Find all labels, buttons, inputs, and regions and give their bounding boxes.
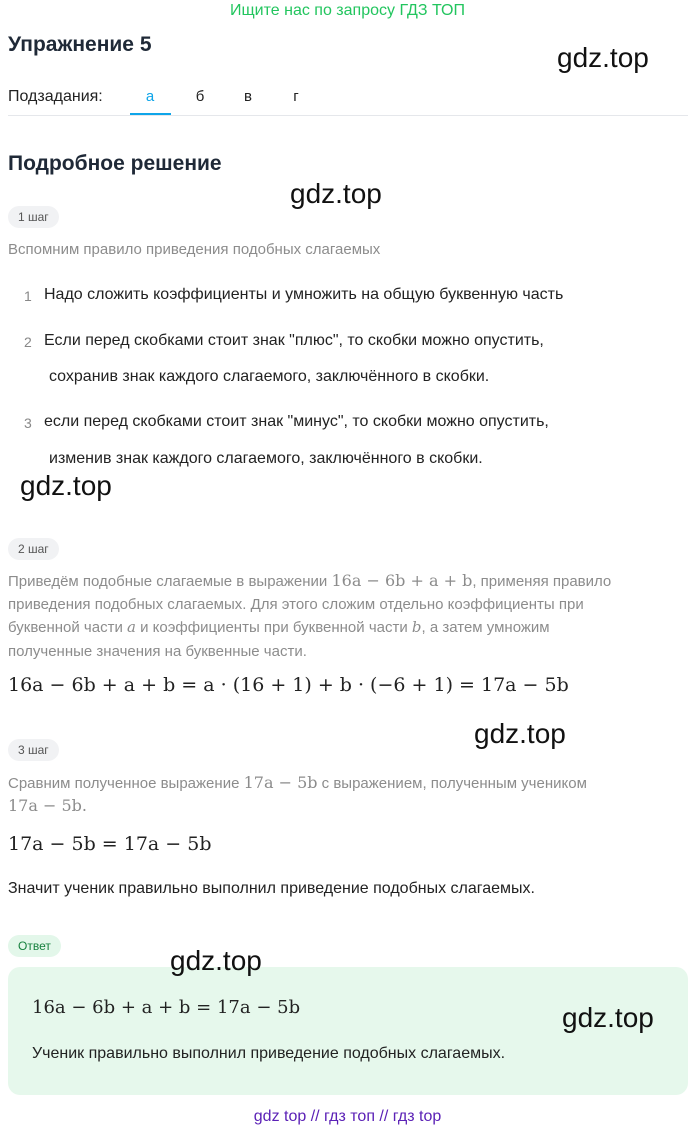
list-item-continued: изменив знак каждого слагаемого, заключённого в скобки. bbox=[49, 450, 483, 467]
subtasks-label: Подзадания: bbox=[8, 88, 103, 105]
step-2-line-2: приведения подобных слагаемых. Для этого сложим отдельно коэффициенты при bbox=[8, 596, 584, 613]
text: буквенной части bbox=[8, 619, 123, 636]
watermark: gdz.top bbox=[20, 470, 112, 501]
tab-a[interactable]: а bbox=[145, 88, 155, 105]
step-3-equation: 17a − 5b = 17a − 5b bbox=[8, 833, 212, 855]
text: и коэффициенты при буквенной части bbox=[140, 619, 408, 636]
list-item: Если перед скобками стоит знак "плюс", то скобки можно опустить, bbox=[44, 332, 544, 349]
footer-links[interactable]: gdz top // гдз топ // гдз top bbox=[253, 1108, 442, 1125]
step-2-line-1 bbox=[8, 569, 688, 593]
step-2-equation: 16a − 6b + a + b = a · (16 + 1) + b · (−6 + 1) = 17a − 5b bbox=[8, 674, 569, 696]
text: с выражением, полученным учеником bbox=[321, 775, 587, 792]
variable: a bbox=[127, 618, 136, 636]
expression: 17a − 5b bbox=[243, 773, 318, 792]
step-2-line-3 bbox=[8, 616, 550, 639]
step-2-chip: 2 шаг bbox=[8, 538, 59, 560]
search-banner: Ищите нас по запросу ГДЗ ТОП bbox=[230, 2, 465, 19]
answer-equation: 16a − 6b + a + b = 17a − 5b bbox=[32, 997, 301, 1018]
list-number: 2 bbox=[24, 334, 32, 350]
step-1-chip: 1 шаг bbox=[8, 206, 59, 228]
solution-heading: Подробное решение bbox=[8, 152, 222, 175]
step-3-line-1 bbox=[8, 771, 688, 795]
watermark: gdz.top bbox=[170, 945, 262, 976]
page-title: Упражнение 5 bbox=[8, 33, 152, 56]
divider bbox=[8, 115, 688, 116]
list-item: Надо сложить коэффициенты и умножить на общую буквенную часть bbox=[44, 286, 564, 303]
step-3-chip: 3 шаг bbox=[8, 739, 59, 761]
answer-text: Ученик правильно выполнил приведение подобных слагаемых. bbox=[32, 1045, 506, 1062]
text: , а затем умножим bbox=[421, 619, 550, 636]
list-number: 1 bbox=[24, 288, 32, 304]
watermark: gdz.top bbox=[557, 42, 649, 73]
step-2-line-4: полученные значения на буквенные части. bbox=[8, 643, 307, 660]
expression: 16a − 6b + a + b bbox=[331, 571, 473, 590]
text: Приведём подобные слагаемые в выражении bbox=[8, 573, 328, 590]
text: Сравним полученное выражение bbox=[8, 775, 240, 792]
tab-g[interactable]: г bbox=[293, 88, 299, 105]
step-1-intro: Вспомним правило приведения подобных слагаемых bbox=[8, 241, 381, 258]
conclusion: Значит ученик правильно выполнил приведение подобных слагаемых. bbox=[8, 880, 535, 897]
tab-v[interactable]: в bbox=[244, 88, 252, 105]
watermark: gdz.top bbox=[474, 718, 566, 749]
variable: b bbox=[411, 618, 422, 636]
list-number: 3 bbox=[24, 415, 32, 431]
watermark: gdz.top bbox=[290, 178, 382, 209]
list-item-continued: сохранив знак каждого слагаемого, заключённого в скобки. bbox=[49, 368, 490, 385]
list-item: если перед скобками стоит знак "минус", то скобки можно опустить, bbox=[44, 413, 549, 430]
step-3-expression: 17a − 5b. bbox=[8, 796, 87, 815]
answer-chip: Ответ bbox=[8, 935, 61, 957]
tab-b[interactable]: б bbox=[195, 88, 205, 105]
text: , применяя правило bbox=[472, 573, 612, 590]
watermark: gdz.top bbox=[562, 1002, 654, 1033]
